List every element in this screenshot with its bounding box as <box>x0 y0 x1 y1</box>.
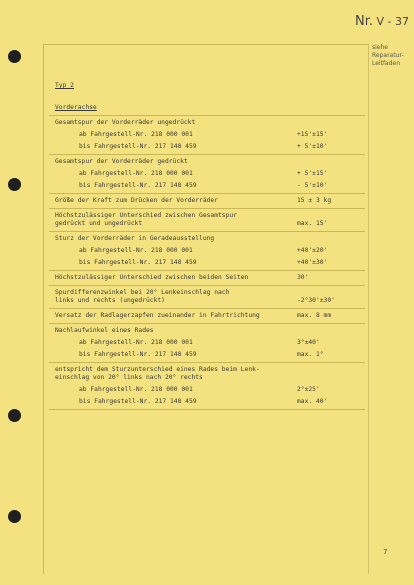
divider <box>49 409 365 410</box>
spec-row <box>55 170 365 178</box>
spec-row-value: + 5'±10' <box>297 143 328 150</box>
spec-heading-continued <box>55 374 365 382</box>
spec-row-label: ab Fahrgestell-Nr. 218 000 001 <box>79 386 193 393</box>
spec-row-label: ab Fahrgestell-Nr. 218 000 001 <box>79 247 193 254</box>
spec-row <box>55 259 365 267</box>
punch-hole-top <box>8 50 21 63</box>
spec-heading <box>55 119 365 127</box>
spec-row-value: - 5'±10' <box>297 182 328 189</box>
spec-heading <box>55 197 365 205</box>
spec-heading <box>55 158 365 166</box>
spec-heading-text: links und rechts (ungedrückt) <box>55 297 165 304</box>
spec-heading-text: Versatz der Radlagerzapfen zueinander in Fahrtrichtung <box>55 312 260 319</box>
spec-row-value: max. 40' <box>297 398 328 405</box>
spec-heading-continued <box>55 220 365 228</box>
spec-heading <box>55 289 365 297</box>
spec-heading-text: Gesamtspur der Vorderräder gedrückt <box>55 158 188 165</box>
divider <box>49 154 365 155</box>
spec-row-value: +15'±15' <box>297 131 328 138</box>
spec-row-label: ab Fahrgestell-Nr. 218 000 001 <box>79 131 193 138</box>
spec-heading-text: Größe der Kraft zum Drücken der Vorderräder <box>55 197 219 204</box>
spec-heading-text: Nachlaufwinkel eines Rades <box>55 327 154 334</box>
spec-heading-text: Sturz der Vorderräder in Geradeausstellung <box>55 235 215 242</box>
right-margin-line <box>368 44 369 574</box>
spec-row <box>55 182 365 190</box>
spec-heading-text: einschlag von 20° links nach 20° rechts <box>55 374 203 381</box>
nr-value: V - 37 <box>376 15 409 28</box>
spec-heading <box>55 327 365 335</box>
spec-heading <box>55 274 365 282</box>
punch-hole-lower <box>8 409 21 422</box>
spec-heading <box>55 312 365 320</box>
spec-row-label: bis Fahrgestell-Nr. 217 148 459 <box>79 143 197 150</box>
page-number: 7 <box>383 548 388 556</box>
spec-value: -2°30'±30' <box>297 297 335 304</box>
spec-row <box>55 131 365 139</box>
spec-heading-continued <box>55 297 365 305</box>
spec-row <box>55 398 365 406</box>
divider <box>49 270 365 271</box>
spec-sections <box>55 119 365 410</box>
spec-row <box>55 386 365 394</box>
side-note-line: Reparatur- <box>372 52 404 59</box>
spec-row-value: + 5'±15' <box>297 170 328 177</box>
spec-heading-text: Gesamtspur der Vorderräder ungedrückt <box>55 119 196 126</box>
divider <box>49 231 365 232</box>
spec-value: 30' <box>297 274 309 281</box>
spec-row <box>55 143 365 151</box>
spec-row-label: bis Fahrgestell-Nr. 217 148 459 <box>79 398 197 405</box>
divider <box>49 193 365 194</box>
spec-row <box>55 351 365 359</box>
left-margin-line <box>43 44 44 574</box>
spec-row-label: bis Fahrgestell-Nr. 217 148 459 <box>79 351 197 358</box>
divider <box>49 285 365 286</box>
side-note <box>372 44 412 68</box>
spec-heading-text: gedrückt und ungedrückt <box>55 220 143 227</box>
spec-row-label: bis Fahrgestell-Nr. 217 148 459 <box>79 182 197 189</box>
spec-heading <box>55 235 365 243</box>
spec-row-value: 2°±25' <box>297 386 320 393</box>
spec-value: max. 15' <box>297 220 328 227</box>
spec-row <box>55 339 365 347</box>
side-note-line: Leitfaden <box>372 60 401 67</box>
top-margin-line <box>43 44 368 45</box>
divider <box>49 308 365 309</box>
spec-row-value: 3°±40' <box>297 339 320 346</box>
spec-row <box>55 247 365 255</box>
spec-heading-text: entspricht dem Sturzunterschied eines Rades beim Lenk- <box>55 366 260 373</box>
divider <box>49 115 365 116</box>
spec-heading-text: Spurdifferenzwinkel bei 20° Lenkeinschlag nach <box>55 289 230 296</box>
spec-heading-text: Höchstzulässiger Unterschied zwischen Gesamtspur <box>55 212 237 219</box>
divider <box>49 208 365 209</box>
type-title: Typ 2 <box>55 82 74 89</box>
spec-row-label: ab Fahrgestell-Nr. 218 000 001 <box>79 170 193 177</box>
punch-hole-middle <box>8 178 21 191</box>
punch-hole-bottom <box>8 510 21 523</box>
spec-heading <box>55 366 365 374</box>
spec-value: max. 8 mm <box>297 312 332 319</box>
spec-heading <box>55 212 365 220</box>
spec-value: 15 ± 3 kg <box>297 197 332 204</box>
side-note-line: siehe <box>372 44 388 51</box>
spec-content <box>55 82 365 413</box>
divider <box>49 362 365 363</box>
spec-row-label: bis Fahrgestell-Nr. 217 148 459 <box>79 259 197 266</box>
divider <box>49 323 365 324</box>
spec-row-value: +40'±30' <box>297 259 328 266</box>
spec-heading-text: Höchstzulässiger Unterschied zwischen beiden Seiten <box>55 274 249 281</box>
spec-row-value: +40'±20' <box>297 247 328 254</box>
nr-label: Nr. <box>355 14 374 29</box>
spec-row-value: max. 1° <box>297 351 324 358</box>
page-reference <box>355 14 409 29</box>
section-title: Vorderachse <box>55 104 97 111</box>
spec-row-label: ab Fahrgestell-Nr. 218 000 001 <box>79 339 193 346</box>
